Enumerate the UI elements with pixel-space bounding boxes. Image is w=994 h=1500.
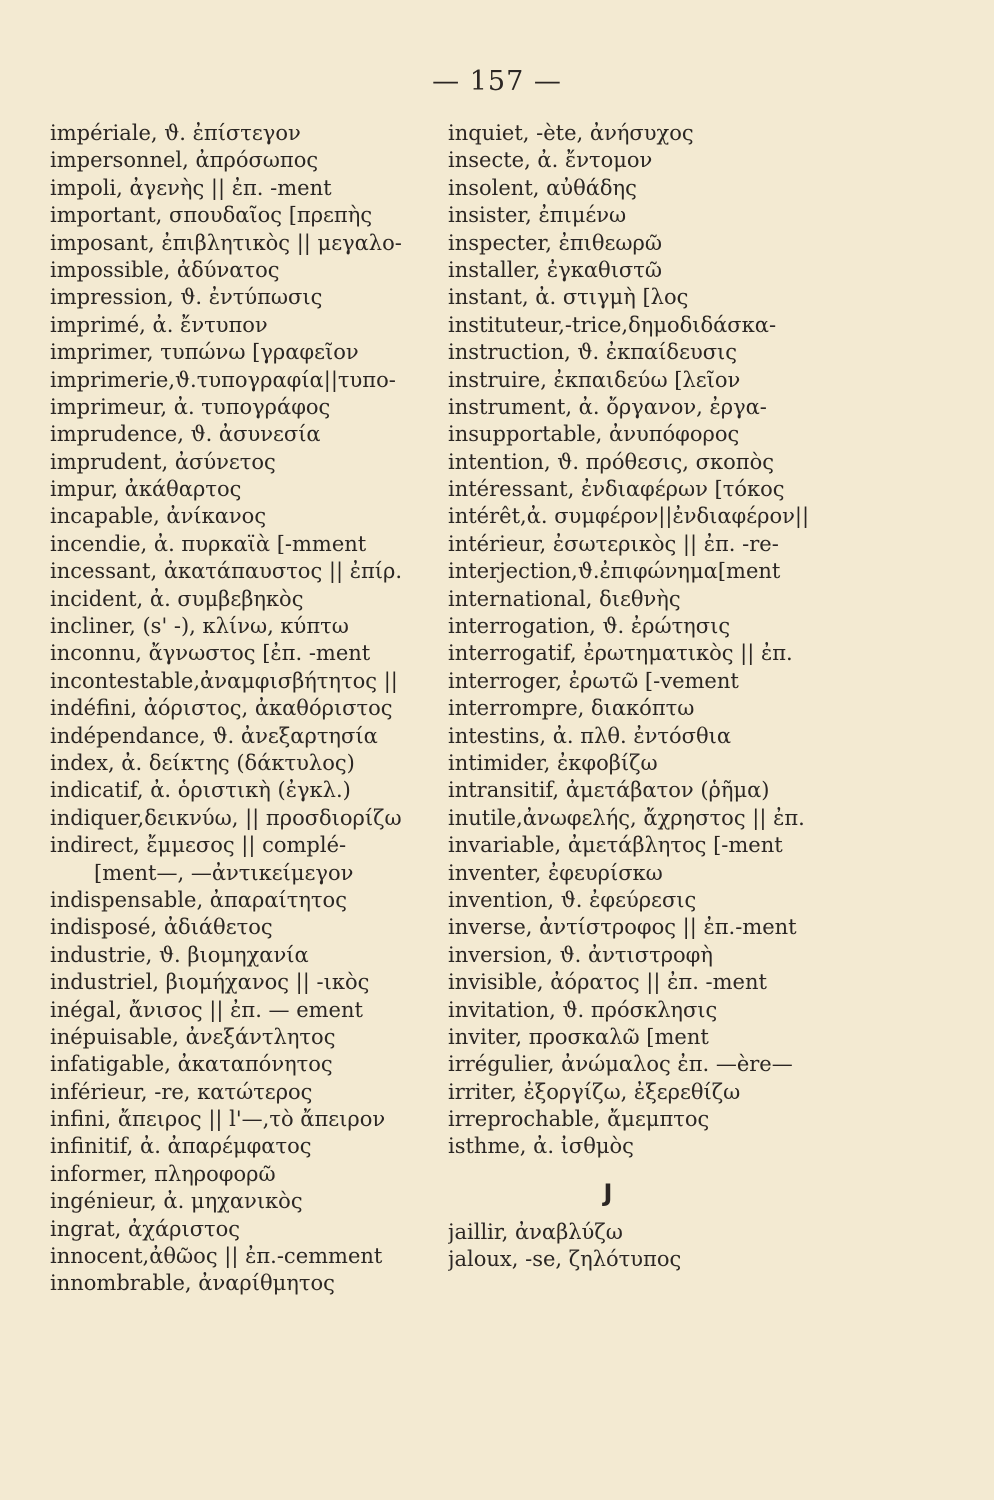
- entry: imprudent, ἀσύνετος: [50, 449, 276, 474]
- entry: indéfini, ἀόριστος, ἀκαθόριστος: [50, 696, 393, 721]
- entry: indépendance, ϑ. ἀνεξαρτησία: [50, 723, 378, 748]
- entry: invention, ϑ. ἐφεύρεσις: [448, 887, 697, 912]
- entry: insolent, αὐθάδης: [448, 175, 637, 200]
- entry: incessant, ἀκατάπαυστος || ἐπίρ.: [50, 559, 403, 584]
- entry: instituteur,-trice,δημοδιδάσκα-: [448, 312, 777, 337]
- entry: interrogation, ϑ. ἐρώτησις: [448, 614, 731, 639]
- entry: inviter, προσκαλῶ [ment: [448, 1024, 709, 1049]
- entry: interjection,ϑ.ἐπιφώνημα[ment: [448, 559, 781, 584]
- entry: impur, ἀκάθαρτος: [50, 477, 242, 502]
- entry: inépuisable, ἀνεξάντλητος: [50, 1024, 336, 1049]
- section-letter: J: [603, 1178, 613, 1207]
- left-column: [50, 120, 430, 1298]
- entry: intérêt,ἀ. συμφέρον||ἐνδιαφέρον||: [448, 504, 810, 529]
- entry: interroger, ἐρωτῶ [-vement: [448, 668, 739, 693]
- entry: incendie, ἀ. πυρκαϊὰ [-mment: [50, 531, 367, 556]
- right-column: [448, 120, 828, 1274]
- entry: inférieur, -re, κατώτερος: [50, 1079, 313, 1104]
- entry: ingénieur, ἀ. μηχανικὸς: [50, 1189, 303, 1214]
- entry: interrogatif, ἐρωτηματικὸς || ἐπ.: [448, 641, 793, 666]
- entry: indispensable, ἀπαραίτητος: [50, 887, 347, 912]
- entry: invisible, ἀόρατος || ἐπ. -ment: [448, 970, 767, 995]
- entry: instrument, ἀ. ὄργανον, ἐργα-: [448, 394, 767, 419]
- entry: instant, ἀ. στιγμὴ [λος: [448, 285, 689, 310]
- entry: intéressant, ἐνδιαφέρων [τόκος: [448, 477, 785, 502]
- entry: imprimeur, ἀ. τυπογράφος: [50, 394, 331, 419]
- entry: industrie, ϑ. βιομηχανία: [50, 942, 309, 967]
- entry: invitation, ϑ. πρόσκλησις: [448, 997, 718, 1022]
- entry: inversion, ϑ. ἀντιστροφὴ: [448, 942, 713, 967]
- entry: invariable, ἀμετάβλητος [-ment: [448, 833, 783, 858]
- entry: instruire, ἐκπαιδεύω [λεῖον: [448, 367, 741, 392]
- entry: intérieur, ἐσωτερικὸς || ἐπ. -re-: [448, 531, 779, 556]
- entry: incapable, ἀνίκανος: [50, 504, 267, 529]
- entry: indiquer,δεικνύω, || προσδιορίζω: [50, 805, 402, 830]
- entry: important, σπουδαῖος [πρεπὴς: [50, 203, 373, 228]
- page-number: — 157 —: [432, 66, 562, 97]
- entry: innombrable, ἀναρίθμητος: [50, 1271, 335, 1296]
- entry: inquiet, -ète, ἀνήσυχος: [448, 121, 694, 145]
- entry: insupportable, ἀνυπόφορος: [448, 422, 740, 447]
- entry: impossible, ἀδύνατος: [50, 257, 280, 282]
- entry: infatigable, ἀκαταπόνητος: [50, 1052, 333, 1077]
- entry: inspecter, ἐπιθεωρῶ: [448, 230, 663, 255]
- entry: intestins, ἀ. πλθ. ἐντόσθια: [448, 723, 732, 748]
- entry: insecte, ἀ. ἔντομον: [448, 148, 653, 173]
- entry: irrégulier, ἀνώμαλος ἐπ. —ère—: [448, 1052, 793, 1077]
- entry: inverse, ἀντίστροφος || ἐπ.-ment: [448, 915, 797, 940]
- entry: imprimer, τυπώνω [γραφεῖον: [50, 340, 359, 365]
- entry: inconnu, ἄγνωστος [ἐπ. -ment: [50, 641, 371, 666]
- entry: jaloux, -se, ζηλότυπος: [448, 1247, 682, 1272]
- entry: infinitif, ἀ. ἀπαρέμφατος: [50, 1134, 312, 1159]
- entry: innocent,ἀθῶος || ἐπ.-cemment: [50, 1244, 383, 1269]
- entry: installer, ἐγκαθιστῶ: [448, 257, 662, 282]
- entry: impression, ϑ. ἐντύπωσις: [50, 285, 323, 310]
- entry: inutile,ἀνωφελής, ἄχρηστος || ἐπ.: [448, 805, 805, 830]
- entry: interrompre, διακόπτω: [448, 696, 695, 721]
- entry: imprudence, ϑ. ἀσυνεσία: [50, 422, 321, 447]
- entry: ingrat, ἀχάριστος: [50, 1216, 241, 1241]
- entry: irriter, ἐξοργίζω, ἐξερεθίζω: [448, 1079, 741, 1104]
- entry: intention, ϑ. πρόθεσις, σκοπὸς: [448, 449, 774, 474]
- entry: irreprochable, ἄμεμπτος: [448, 1107, 710, 1132]
- entry: insister, ἐπιμένω: [448, 203, 627, 228]
- entry: indicatif, ἀ. ὁριστικὴ (ἐγκλ.): [50, 778, 351, 803]
- entry: incident, ἀ. συμβεβηκὸς: [50, 586, 304, 611]
- entry: intransitif, ἀμετάβατον (ῥῆμα): [448, 778, 770, 803]
- entry: imposant, ἐπιβλητικὸς || μεγαλο-: [50, 230, 402, 255]
- entry: inventer, ἐφευρίσκω: [448, 860, 663, 885]
- entry: indirect, ἔμμεσος || complé-: [50, 833, 347, 858]
- entry-continuation: [ment—, —ἀντικείμεγον: [94, 860, 354, 885]
- entry: incliner, (s' -), κλίνω, κύπτω: [50, 614, 349, 639]
- entry: instruction, ϑ. ἐκπαίδευσις: [448, 340, 738, 365]
- entry: intimider, ἐκφοβίζω: [448, 750, 658, 775]
- entry: informer, πληροφορῶ: [50, 1161, 276, 1186]
- entry: impersonnel, ἀπρόσωπος: [50, 148, 319, 173]
- entry: international, διεθνὴς: [448, 586, 681, 611]
- entry: impoli, ἀγενὴς || ἐπ. -ment: [50, 175, 332, 200]
- entry: imprimé, ἀ. ἔντυπον: [50, 312, 268, 337]
- entry: impériale, ϑ. ἐπίστεγον: [50, 121, 301, 145]
- entry: inégal, ἄνισος || ἐπ. — ement: [50, 997, 363, 1022]
- entry: isthme, ἀ. ἰσθμὸς: [448, 1134, 634, 1159]
- entry: industriel, βιομήχανος || -ικὸς: [50, 970, 370, 995]
- entry: incontestable,ἀναμφισβήτητος ||: [50, 668, 398, 693]
- entry: jaillir, ἀναβλύζω: [448, 1219, 623, 1244]
- entry: indisposé, ἀδιάθετος: [50, 915, 273, 940]
- entry: infini, ἄπειρος || l'—,τὸ ἄπειρον: [50, 1107, 386, 1132]
- entry: index, ἀ. δείκτης (δάκτυλος): [50, 750, 355, 775]
- entry: imprimerie,ϑ.τυπογραφία||τυπο-: [50, 367, 396, 392]
